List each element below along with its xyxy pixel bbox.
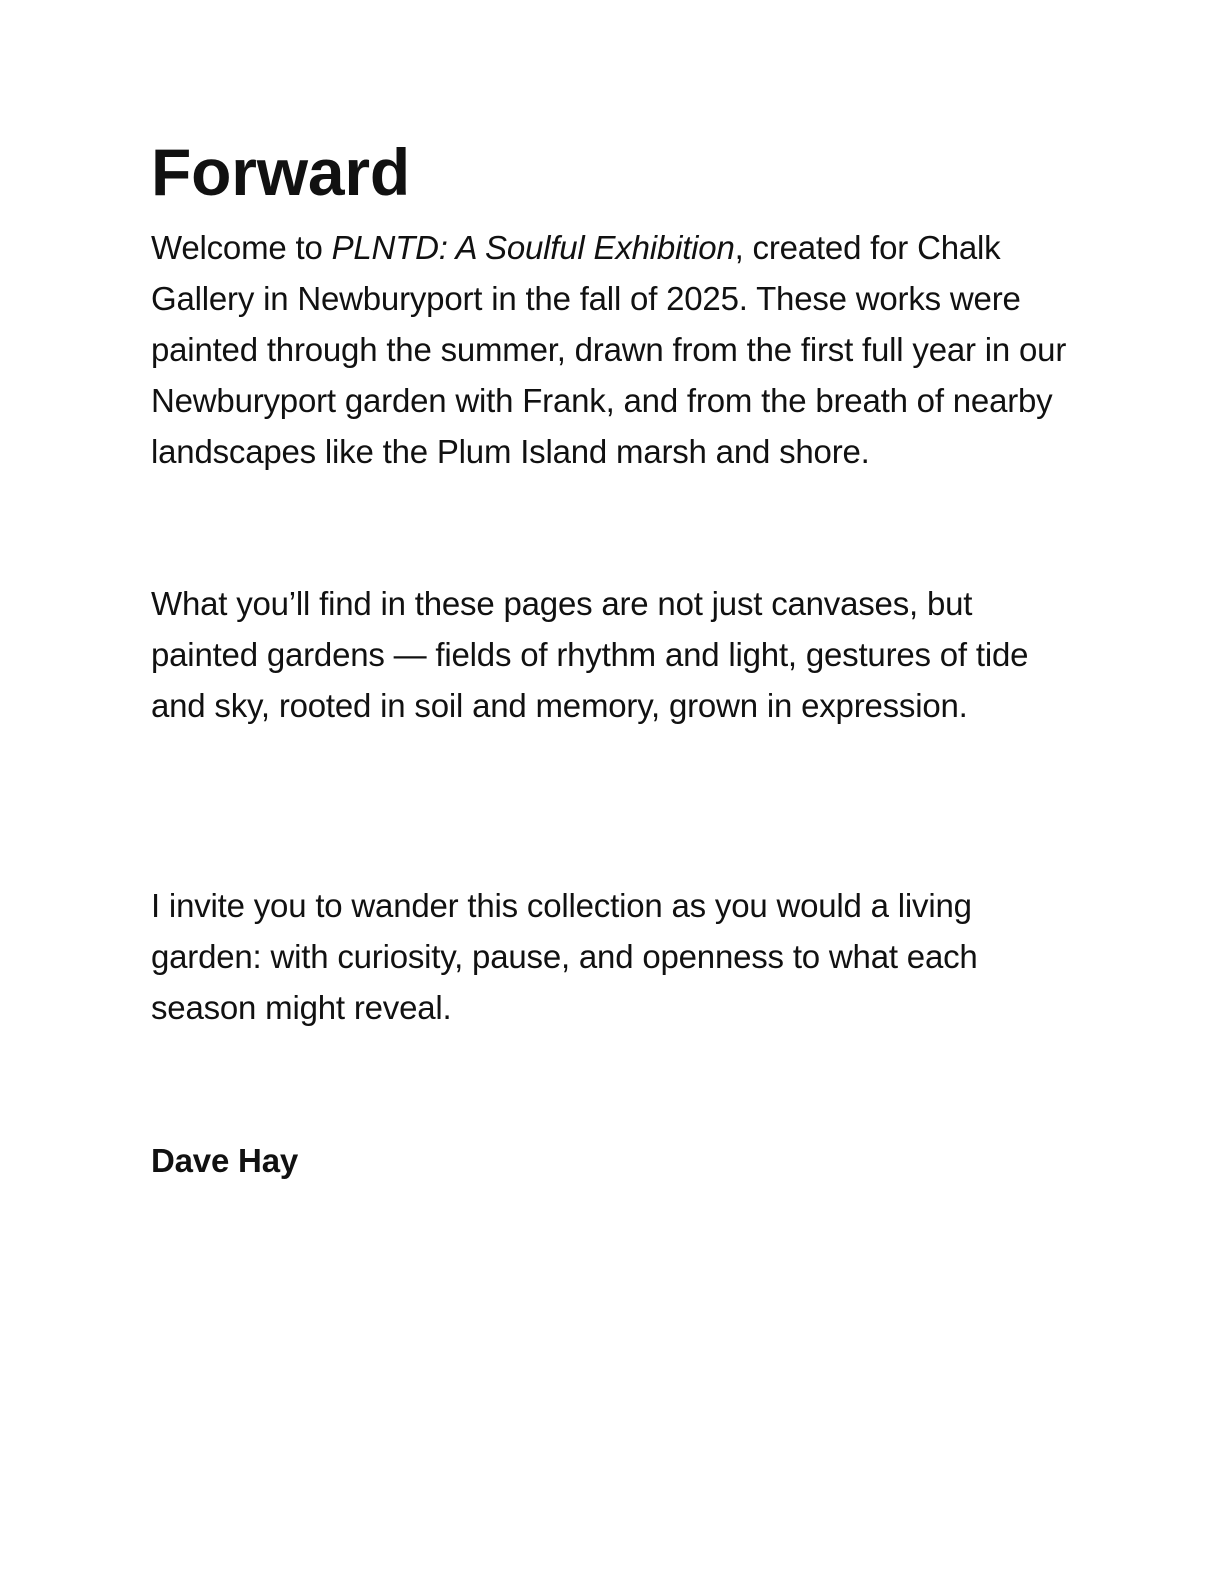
exhibition-title: PLNTD: A Soulful Exhibition (331, 229, 735, 266)
body-paragraph-3: I invite you to wander this collection as you would a living garden: with curiosity, pause, and openness to what each season might reveal. (151, 887, 978, 1026)
page-heading: Forward (151, 135, 410, 209)
intro-text-after: , created for Chalk Gallery in Newburyport in the fall of 2025. These works were painted through the summer, drawn from the first full year in our Newburyport garden with Frank, and from the breath of nearby landscapes like the Plum Island marsh and shore. (151, 229, 1067, 470)
author-signature: Dave Hay (151, 1142, 298, 1179)
intro-text-before: Welcome to (151, 229, 332, 266)
body-paragraph-2: What you’ll find in these pages are not just canvases, but painted gardens — fields of rhythm and light, gestures of tide and sky, rooted in soil and memory, grown in expression. (151, 585, 1029, 724)
intro-paragraph (151, 222, 1081, 477)
